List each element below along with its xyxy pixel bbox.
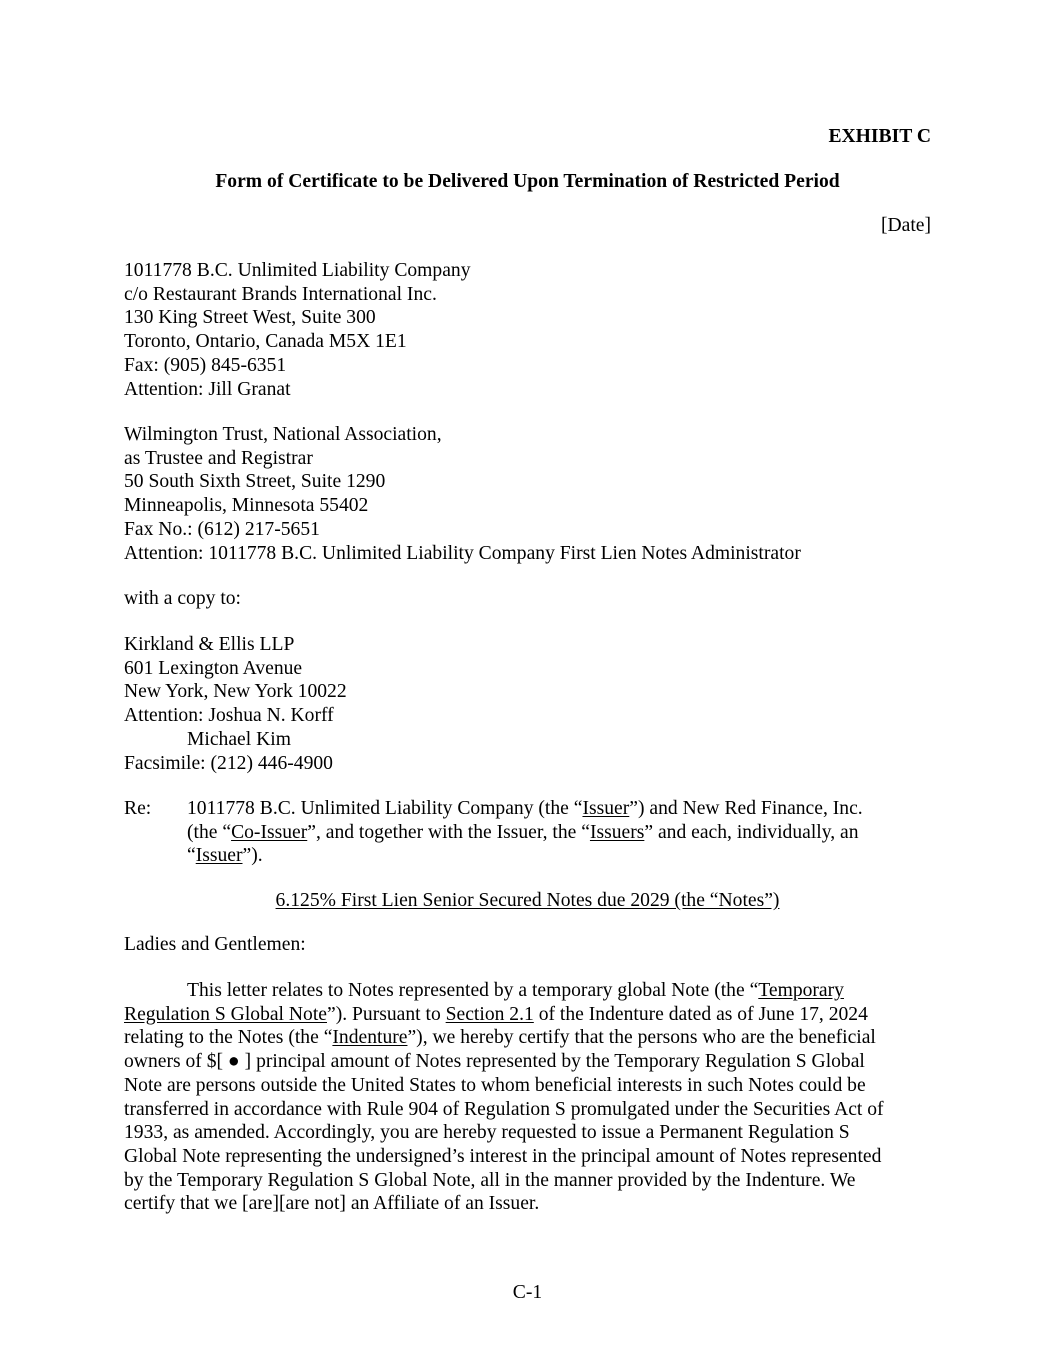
defined-term-indenture: Indenture	[332, 1027, 408, 1049]
body-line: owners of $[ ● ] principal amount of Notes represented by the Temporary Regulation S Global	[124, 1051, 865, 1073]
section-reference: Section 2.1	[445, 1003, 534, 1025]
address-line: Toronto, Ontario, Canada M5X 1E1	[124, 331, 407, 353]
defined-term-temporary: Temporary	[758, 980, 844, 1001]
re-text: (the “	[187, 821, 232, 843]
re-line-2	[187, 821, 863, 845]
re-line-3	[187, 844, 863, 868]
body-text: of the Indenture dated as of June 17, 2024	[533, 1003, 868, 1025]
body-line: 1933, as amended. Accordingly, you are hereby requested to issue a Permanent Regulation S	[124, 1122, 850, 1144]
body-line: by the Temporary Regulation S Global Note, all in the manner provided by the Indenture. We	[124, 1169, 856, 1191]
defined-term-temp-reg-s: Regulation S Global Note	[124, 1003, 327, 1025]
address-line: c/o Restaurant Brands International Inc.	[124, 283, 437, 305]
body-line: transferred in accordance with Rule 904 of Regulation S promulgated under the Securities Act of	[124, 1098, 884, 1120]
recipient-trustee-address	[124, 423, 801, 565]
address-line: Attention: 1011778 B.C. Unlimited Liability Company First Lien Notes Administrator	[124, 542, 801, 564]
body-line: Note are persons outside the United States to whom beneficial interests in such Notes could be	[124, 1074, 866, 1096]
address-line: as Trustee and Registrar	[124, 447, 313, 469]
re-text: ” and each, individually, an	[644, 821, 859, 843]
address-line: 130 King Street West, Suite 300	[124, 307, 376, 329]
address-line: Fax No.: (612) 217-5651	[124, 518, 320, 540]
body-text: ”), we hereby certify that the persons who are the beneficial	[407, 1027, 876, 1049]
address-line: Kirkland & Ellis LLP	[124, 634, 295, 655]
attention-second: Michael Kim	[187, 728, 291, 750]
re-text: “	[187, 845, 196, 867]
salutation: Ladies and Gentlemen:	[124, 934, 306, 955]
date-placeholder: [Date]	[880, 215, 931, 236]
re-body	[187, 797, 863, 868]
body-line	[124, 1003, 932, 1027]
address-line: Wilmington Trust, National Association,	[124, 424, 442, 445]
document-title: Form of Certificate to be Delivered Upon Termination of Restricted Period	[215, 171, 840, 192]
notes-heading	[0, 889, 1055, 913]
defined-term-issuer: Issuer	[582, 798, 630, 819]
address-line: 1011778 B.C. Unlimited Liability Company	[124, 260, 471, 281]
copy-to-label: with a copy to:	[124, 588, 241, 609]
exhibit-label: EXHIBIT C	[828, 126, 931, 147]
body-line: certify that we [are][are not] an Affiliate of an Issuer.	[124, 1193, 540, 1215]
body-line	[124, 1026, 932, 1050]
re-text: ”).	[242, 845, 263, 867]
body-text: ”). Pursuant to	[327, 1003, 446, 1025]
re-text: ”) and New Red Finance, Inc.	[629, 798, 863, 819]
recipient-issuer-address	[124, 259, 471, 401]
body-text: relating to the Notes (the “	[124, 1027, 333, 1049]
body-line	[124, 979, 932, 1003]
re-text: 1011778 B.C. Unlimited Liability Company (the “	[187, 798, 583, 819]
address-line: Attention: Jill Granat	[124, 378, 291, 400]
re-line-1	[187, 797, 863, 821]
address-line: 50 South Sixth Street, Suite 1290	[124, 471, 386, 493]
facsimile-line: Facsimile: (212) 446-4900	[124, 752, 333, 774]
address-line: Fax: (905) 845-6351	[124, 354, 287, 376]
copy-to-address	[124, 633, 347, 775]
defined-term-issuers: Issuers	[589, 821, 645, 843]
re-label: Re:	[124, 798, 152, 819]
defined-term-co-issuer: Co-Issuer	[231, 821, 308, 843]
body-paragraph	[124, 979, 932, 1216]
address-line: New York, New York 10022	[124, 681, 347, 703]
notes-heading-text: 6.125% First Lien Senior Secured Notes due 2029 (the “Notes”)	[275, 890, 780, 911]
address-line: 601 Lexington Avenue	[124, 657, 303, 679]
address-line: Minneapolis, Minnesota 55402	[124, 495, 369, 517]
page-number: C-1	[512, 1282, 543, 1303]
body-line: Global Note representing the undersigned’s interest in the principal amount of Notes represented	[124, 1145, 882, 1167]
address-line: Attention: Joshua N. Korff	[124, 705, 334, 727]
body-text: This letter relates to Notes represented by a temporary global Note (the “	[187, 980, 759, 1001]
re-text: ”, and together with the Issuer, the “	[307, 821, 590, 843]
defined-term-issuer: Issuer	[195, 845, 243, 867]
